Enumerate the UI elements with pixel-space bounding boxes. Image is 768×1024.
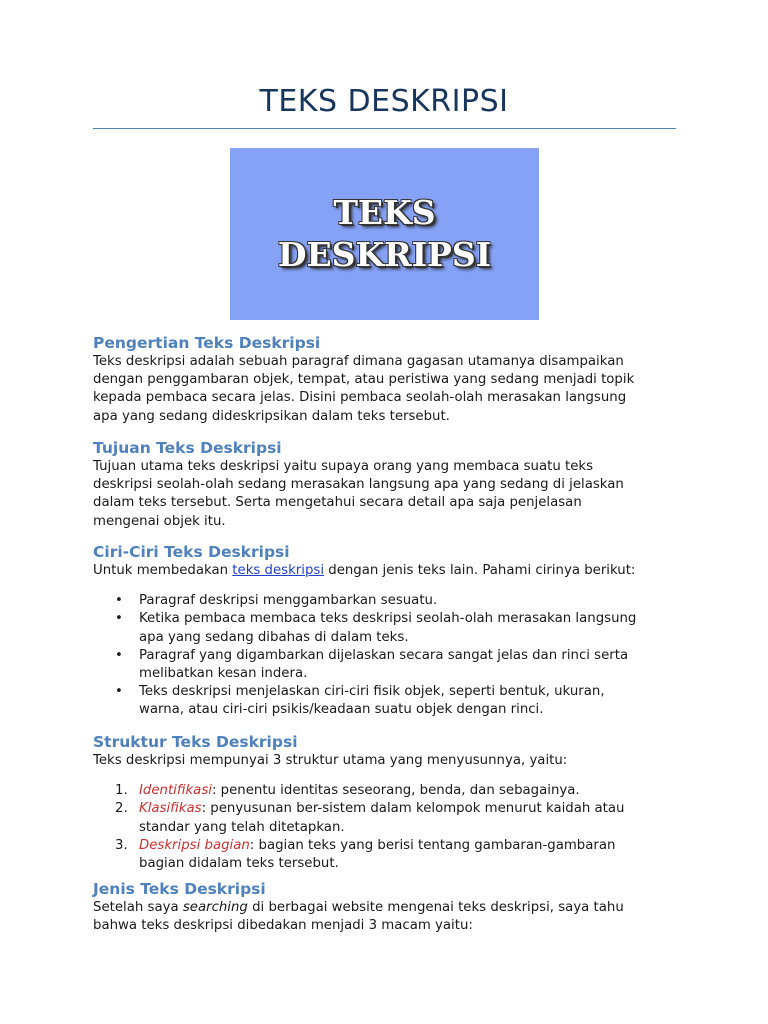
term: Klasifikas bbox=[139, 801, 202, 817]
bullet: • bbox=[115, 684, 123, 700]
document-title: TEKS DESKRIPSI bbox=[259, 84, 509, 119]
intro-line bbox=[93, 562, 693, 580]
list-item-text: Paragraf deskripsi menggambarkan sesuatu. bbox=[139, 593, 438, 609]
section-tujuan bbox=[93, 438, 693, 531]
section-jenis bbox=[93, 879, 693, 935]
paragraph-line: dalam teks tersebut. Serta mengetahui secara detail apa saja penjelasan bbox=[93, 495, 582, 511]
text: di berbagai website mengenai teks deskripsi, saya tahu bbox=[247, 900, 624, 915]
list-item bbox=[93, 647, 693, 683]
definition-cont: bagian didalam teks tersebut. bbox=[139, 856, 339, 872]
list-number: 1. bbox=[115, 783, 128, 799]
intro-line: Teks deskripsi mempunyai 3 struktur utama yang menyusunnya, yaitu: bbox=[93, 753, 568, 768]
bullet: • bbox=[115, 611, 123, 627]
section-struktur bbox=[93, 732, 693, 873]
section-ciri bbox=[93, 542, 693, 720]
bullet: • bbox=[115, 647, 123, 663]
list-item bbox=[93, 592, 693, 610]
paragraph-line bbox=[93, 899, 693, 917]
title-divider bbox=[93, 128, 676, 129]
list-item-text: warna, atau ciri-ciri psikis/keadaan suatu objek dengan rinci. bbox=[139, 702, 544, 718]
list-item bbox=[93, 782, 693, 800]
list-item-text: melibatkan kesan indera. bbox=[139, 666, 308, 682]
section-heading: Pengertian Teks Deskripsi bbox=[93, 334, 321, 352]
paragraph-line: dengan penggambaran objek, tempat, atau peristiwa yang sedang menjadi topik bbox=[93, 372, 635, 388]
teks-deskripsi-link[interactable]: teks deskripsi bbox=[232, 563, 325, 578]
term: Deskripsi bagian bbox=[139, 837, 250, 853]
list-item-text: Ketika pembaca membaca teks deskripsi seolah-olah merasakan langsung bbox=[139, 611, 637, 627]
section-heading: Struktur Teks Deskripsi bbox=[93, 733, 298, 751]
hero-text-line1: TEKS bbox=[333, 193, 436, 232]
list-item bbox=[93, 610, 693, 646]
intro-text: Untuk membedakan bbox=[93, 563, 233, 578]
paragraph-line: deskripsi seolah-olah sedang merasakan langsung apa yang sedang di jelaskan bbox=[93, 477, 624, 493]
bullet: • bbox=[115, 593, 123, 609]
section-heading: Jenis Teks Deskripsi bbox=[93, 880, 266, 898]
paragraph-line: kepada pembaca secara jelas. Disini pembaca seolah-olah merasakan langsung bbox=[93, 390, 627, 406]
paragraph-line: Teks deskripsi adalah sebuah paragraf dimana gagasan utamanya disampaikan bbox=[93, 354, 624, 369]
paragraph-line: apa yang sedang dideskripsikan dalam teks tersebut. bbox=[93, 408, 450, 424]
section-pengertian bbox=[93, 333, 693, 426]
list-item bbox=[93, 837, 693, 873]
definition: : penentu identitas seseorang, benda, dan sebagainya. bbox=[211, 783, 580, 799]
list-number: 3. bbox=[115, 837, 128, 853]
paragraph-line: mengenai objek itu. bbox=[93, 513, 226, 529]
section-heading: Ciri-Ciri Teks Deskripsi bbox=[93, 543, 290, 561]
intro-text: dengan jenis teks lain. Pahami cirinya berikut: bbox=[324, 563, 636, 578]
list-number: 2. bbox=[115, 801, 128, 817]
paragraph-line: bahwa teks deskripsi dibedakan menjadi 3 macam yaitu: bbox=[93, 918, 473, 934]
list-item-text: apa yang sedang dibahas di dalam teks. bbox=[139, 629, 409, 645]
list-item-text: Paragraf yang digambarkan dijelaskan secara sangat jelas dan rinci serta bbox=[139, 647, 629, 663]
term: Identifikasi bbox=[139, 783, 212, 799]
text: Setelah saya bbox=[93, 900, 183, 915]
definition-cont: standar yang telah ditetapkan. bbox=[139, 819, 345, 835]
list-item-text: Teks deskripsi menjelaskan ciri-ciri fisik objek, seperti bentuk, ukuran, bbox=[139, 684, 605, 700]
list-item bbox=[93, 683, 693, 719]
definition: : bagian teks yang berisi tentang gambaran-gambaran bbox=[249, 837, 616, 853]
paragraph-line: Tujuan utama teks deskripsi yaitu supaya orang yang membaca suatu teks bbox=[93, 459, 593, 474]
hero-text-line2: DESKRIPSI bbox=[277, 235, 492, 274]
list-item bbox=[93, 800, 693, 836]
emphasis: searching bbox=[182, 900, 248, 915]
definition: : penyusunan ber-sistem dalam kelompok menurut kaidah atau bbox=[201, 801, 625, 817]
section-heading: Tujuan Teks Deskripsi bbox=[93, 439, 282, 457]
hero-image bbox=[230, 148, 539, 320]
